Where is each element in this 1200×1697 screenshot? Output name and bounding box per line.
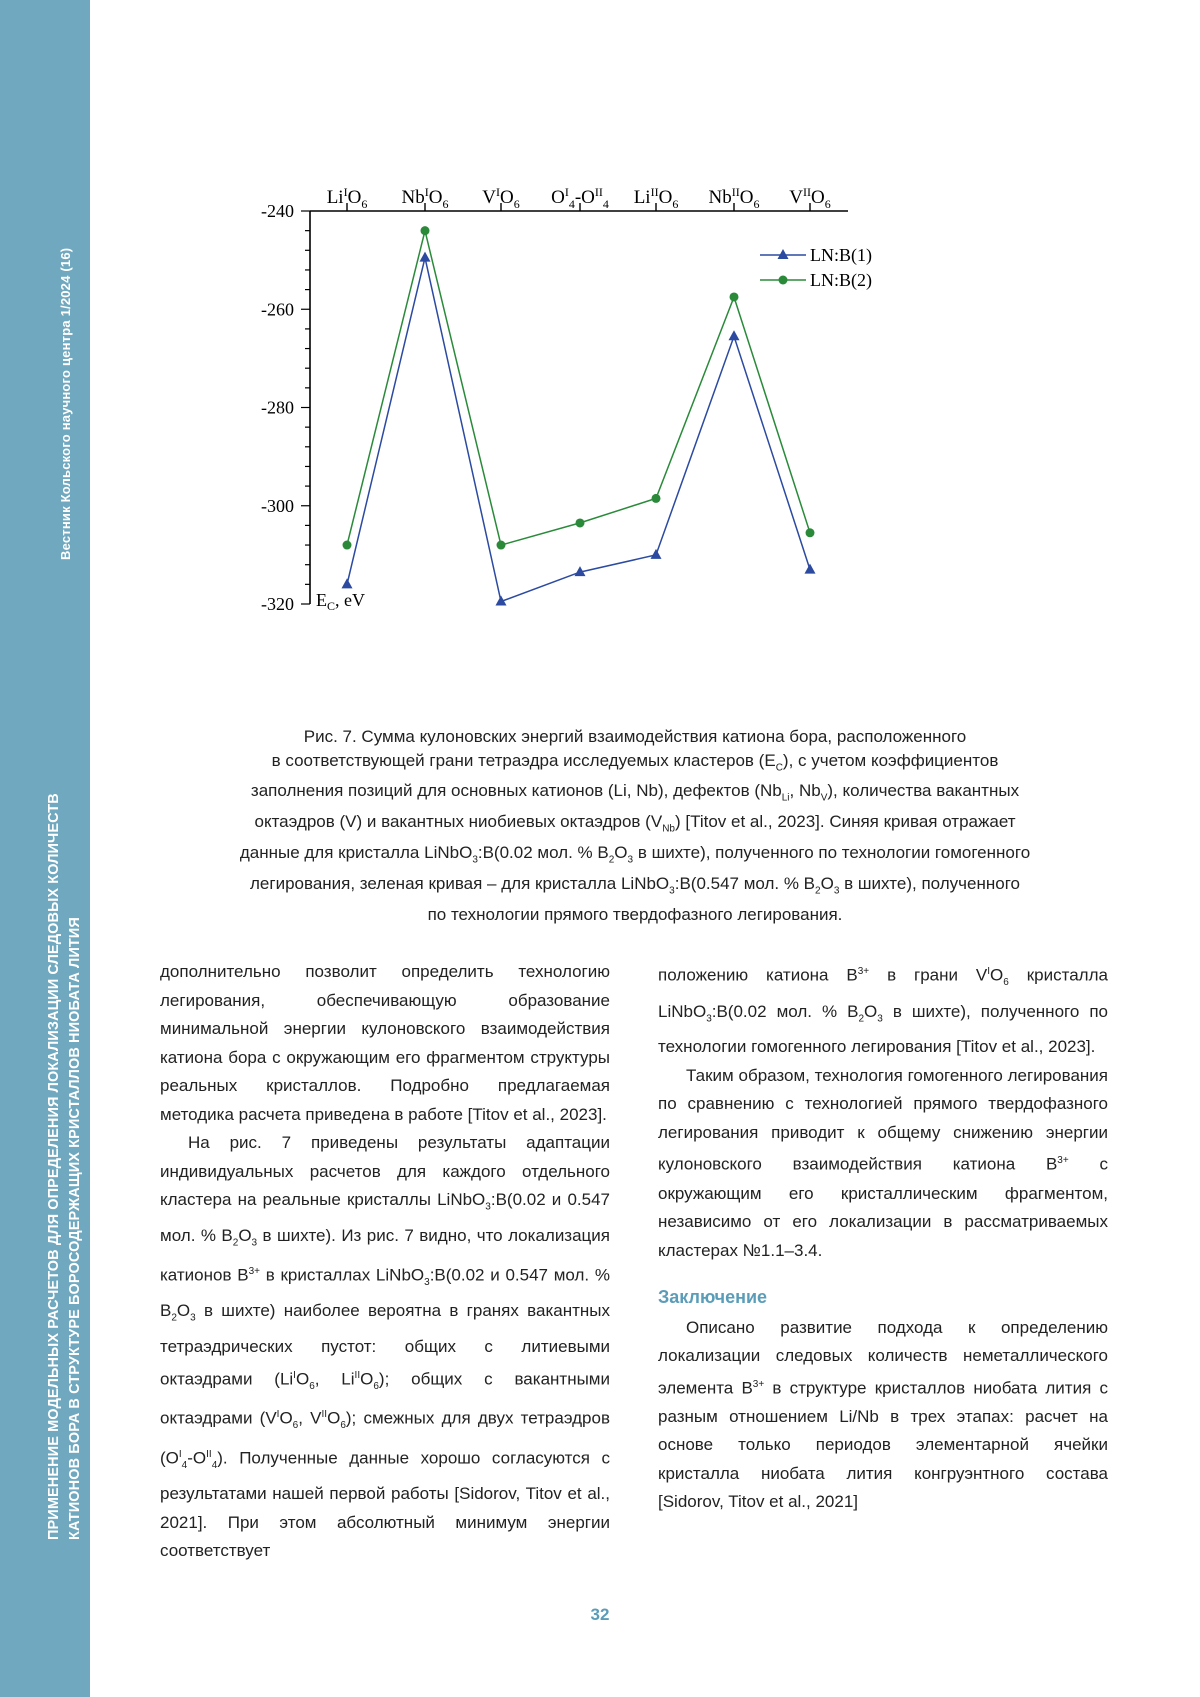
y-tick-label: -240 xyxy=(261,201,294,221)
data-point-triangle xyxy=(342,578,353,588)
data-point-circle xyxy=(421,226,430,235)
series-line-1 xyxy=(347,258,810,602)
section-heading-conclusion: Заключение xyxy=(658,1287,768,1308)
figure-7-chart xyxy=(250,185,970,685)
text-column-left xyxy=(160,958,610,1566)
paragraph: дополнительно позволит определить технологию легирования, обеспечивающую образование минимальной энергии кулоновского взаимодействия катиона бора с окружающим его фрагментом структуры реальных кристаллов. Подробно предлагаемая методика расчета приведена в работе [Titov et al., 2023]. xyxy=(160,962,610,1124)
x-tick-label: $V^IO_6$ xyxy=(482,185,520,211)
data-point-circle xyxy=(576,518,585,527)
paragraph: положению катиона $B^{3+}$ в грани $V^IO_6$ кристалла LiNbO$_3$:B(0.02 мол. % $B_2O_3$ в шихте), полученного по технологии гомогенного легирования [Titov et al., 2023]. xyxy=(658,965,1108,1057)
text-column-right xyxy=(658,958,1108,1517)
sidebar xyxy=(0,0,90,1697)
data-point-triangle xyxy=(729,330,740,340)
x-tick-label: $Nb^IO_6$ xyxy=(401,185,449,211)
legend-label: LN:B(1) xyxy=(810,245,872,265)
article-title-line-1: ПРИМЕНЕНИЕ МОДЕЛЬНЫХ РАСЧЕТОВ ДЛЯ ОПРЕДЕЛЕНИЯ ЛОКАЛИЗАЦИИ СЛЕДОВЫХ КОЛИЧЕСТВ xyxy=(46,793,62,1540)
series-line-2 xyxy=(347,231,810,545)
y-axis-label: $E_C$, eV xyxy=(316,590,366,613)
data-point-circle xyxy=(652,494,661,503)
data-point-triangle xyxy=(651,549,662,559)
legend-label: LN:B(2) xyxy=(810,270,872,290)
data-point-circle xyxy=(343,541,352,550)
paragraph: Описано развитие подхода к определению локализации следовых количеств неметаллического элемента $B^{3+}$ в структуре кристаллов ниобата лития с разным отношением Li/Nb в трех этапах: расчет на основе только периодов элементарной ячейки кристалла ниобата лития конгруэнтного состава [Sidorov, Titov et al., 2021] xyxy=(658,1317,1108,1512)
journal-name: Вестник Кольского научного центра 1/2024 (16) xyxy=(58,247,73,560)
y-tick-label: -280 xyxy=(261,397,294,418)
article-title-line-2: КАТИОНОВ БОРА В СТРУКТУРЕ БОРОСОДЕРЖАЩИХ КРИСТАЛЛОВ НИОБАТА ЛИТИЯ xyxy=(67,917,83,1540)
data-point-triangle xyxy=(805,564,816,574)
data-point-circle xyxy=(497,541,506,550)
y-tick-label: -300 xyxy=(261,495,294,516)
x-tick-label: $O^I_4-O^{II}_4$ xyxy=(551,185,609,211)
x-tick-label: $Nb^{II}O_6$ xyxy=(708,185,760,211)
data-point-triangle xyxy=(420,252,431,262)
paragraph: Таким образом, технология гомогенного легирования по сравнению с технологией прямого твердофазного легирования приводит к общему снижению энергии кулоновского взаимодействия катиона $B^{3+}$ с окружающим его кристаллическим фрагментом, независимо от его локализации в рассматриваемых кластерах №1.1–3.4. xyxy=(658,1065,1108,1260)
article-running-title xyxy=(44,793,86,1540)
y-tick-label: -320 xyxy=(261,594,294,614)
x-tick-label: $Li^IO_6$ xyxy=(326,185,368,211)
chart-svg xyxy=(250,185,970,685)
x-tick-label: $Li^{II}O_6$ xyxy=(633,185,679,211)
x-tick-label: $V^{II}O_6$ xyxy=(789,185,831,211)
legend-marker-circle xyxy=(779,276,788,285)
paragraph: На рис. 7 приведены результаты адаптации индивидуальных расчетов для каждого отдельного кластера на реальные кристаллы LiNbO$_3$:B(0.02 и 0.547 мол. % $B_2O_3$ в шихте). Из рис. 7 видно, что локализация катионов $B^{3+}$ в кристаллах LiNbO$_3$:B(0.02 и 0.547 мол. % $B_2O_3$ в шихте) наиболее вероятна в гранях вакантных тетраэдрических пустот: общих с литиевыми октаэдрами ($Li^IO_6$, $Li^{II}O_6$); общих с вакантными октаэдрами ($V^IO_6$, $V^{II}O_6$); смежных для двух тетраэдров $(O^I_4-O^{II}_4)$. Полученные данные хорошо согласуются с результатами нашей первой работы [Sidorov, Titov et al., 2021]. При этом абсолютный минимум энергии соответствует xyxy=(160,1133,610,1561)
data-point-circle xyxy=(730,292,739,301)
legend-marker-triangle xyxy=(778,249,789,259)
y-tick-label: -260 xyxy=(261,299,294,320)
data-point-circle xyxy=(806,528,815,537)
page-number: 32 xyxy=(590,1605,610,1624)
figure-caption: Рис. 7. Сумма кулоновских энергий взаимодействия катиона бора, расположенного в соответствующей грани тетраэдра исследуемых кластеров $(E_C)$, с учетом коэффициентов заполнения позиций для основных катионов (Li, Nb), дефектов ($Nb_{Li}$, $Nb_V$), количества вакантных октаэдров (V) и вакантных ниобиевых октаэдров $(V_{Nb})$ [Titov et al., 2023]. Синяя кривая отражает данные для кристалла LiNbO$_3$:B(0.02 мол. % $B_2O_3$ в шихте), полученного по технологии гомогенного легирования, зеленая кривая – для кристалла LiNbO$_3$:B(0.547 мол. % $B_2O_3$ в шихте), полученного по технологии прямого твердофазного легирования. xyxy=(239,727,1031,924)
